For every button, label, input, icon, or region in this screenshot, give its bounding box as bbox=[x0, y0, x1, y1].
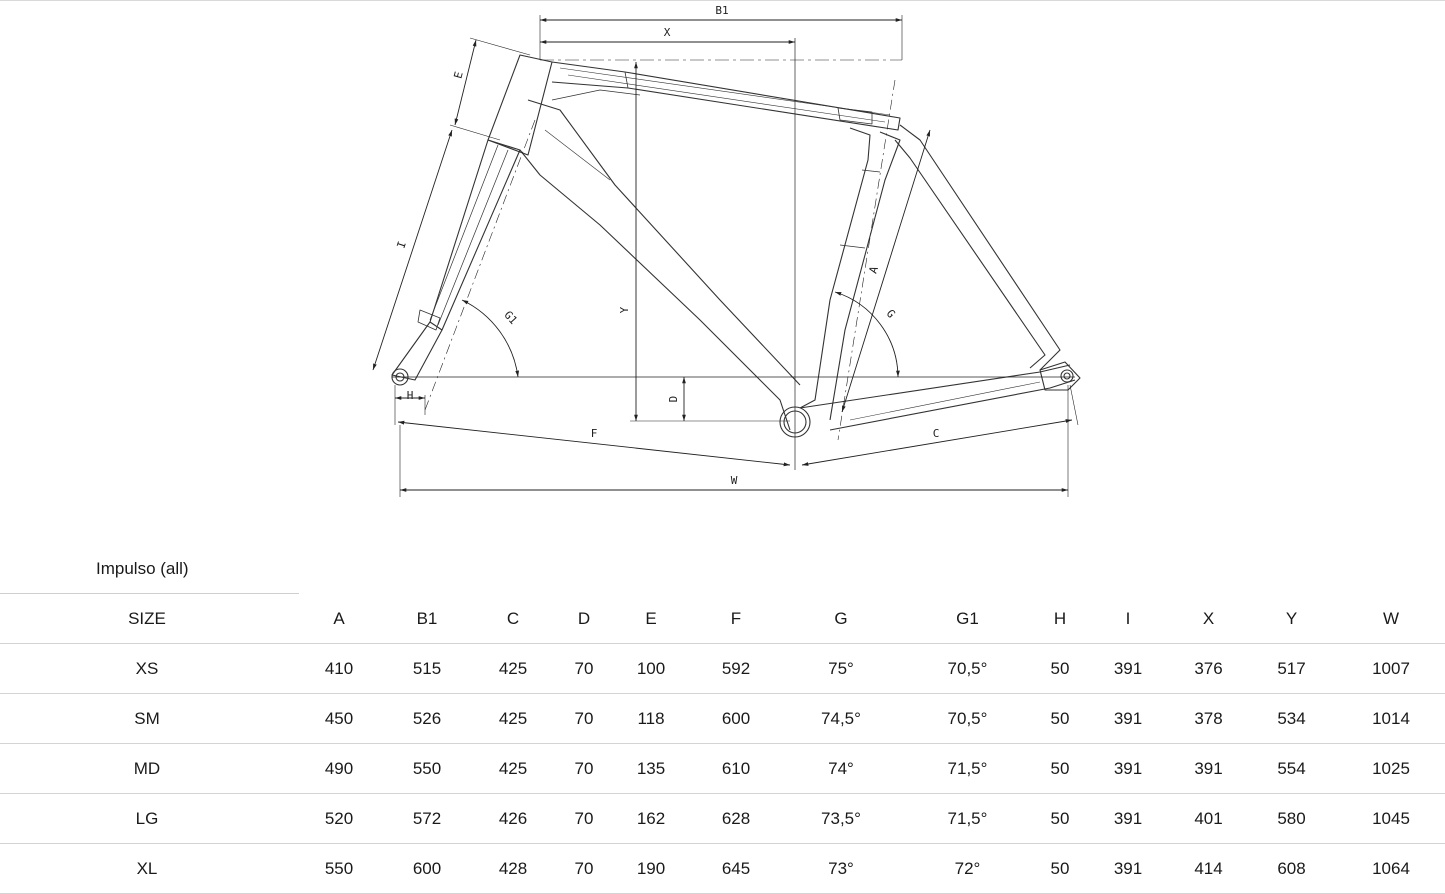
cell-x: 401 bbox=[1171, 794, 1246, 844]
cell-f: 628 bbox=[690, 794, 782, 844]
cell-d: 70 bbox=[556, 694, 612, 744]
col-header-y: Y bbox=[1246, 594, 1337, 644]
col-header-i: I bbox=[1085, 594, 1171, 644]
label-f: F bbox=[590, 427, 598, 440]
cell-h: 50 bbox=[1035, 794, 1085, 844]
col-header-g1: G1 bbox=[900, 594, 1035, 644]
label-i: I bbox=[394, 239, 409, 251]
table-row bbox=[0, 744, 1445, 794]
col-header-f: F bbox=[690, 594, 782, 644]
col-header-c: C bbox=[470, 594, 556, 644]
label-g1: G1 bbox=[501, 308, 520, 327]
label-d: D bbox=[667, 395, 680, 403]
cell-g: 74,5° bbox=[782, 694, 900, 744]
cell-size: XL bbox=[0, 844, 294, 894]
cell-g: 73,5° bbox=[782, 794, 900, 844]
table-row bbox=[0, 794, 1445, 844]
cell-x: 378 bbox=[1171, 694, 1246, 744]
cell-x: 391 bbox=[1171, 744, 1246, 794]
cell-b1: 550 bbox=[384, 744, 470, 794]
cell-a: 410 bbox=[294, 644, 384, 694]
cell-i: 391 bbox=[1085, 794, 1171, 844]
col-header-h: H bbox=[1035, 594, 1085, 644]
label-y: Y bbox=[618, 306, 631, 314]
cell-a: 450 bbox=[294, 694, 384, 744]
cell-y: 554 bbox=[1246, 744, 1337, 794]
cell-c: 426 bbox=[470, 794, 556, 844]
label-h: H bbox=[406, 389, 414, 402]
col-header-size: SIZE bbox=[0, 594, 294, 644]
cell-b1: 572 bbox=[384, 794, 470, 844]
table-row bbox=[0, 694, 1445, 744]
cell-b1: 600 bbox=[384, 844, 470, 894]
cell-i: 391 bbox=[1085, 844, 1171, 894]
cell-e: 162 bbox=[612, 794, 690, 844]
cell-y: 534 bbox=[1246, 694, 1337, 744]
col-header-b1: B1 bbox=[384, 594, 470, 644]
col-header-w: W bbox=[1337, 594, 1445, 644]
geometry-table bbox=[0, 594, 1445, 894]
cell-w: 1014 bbox=[1337, 694, 1445, 744]
label-w: W bbox=[730, 474, 738, 487]
cell-w: 1025 bbox=[1337, 744, 1445, 794]
cell-b1: 526 bbox=[384, 694, 470, 744]
cell-size: MD bbox=[0, 744, 294, 794]
cell-y: 517 bbox=[1246, 644, 1337, 694]
cell-i: 391 bbox=[1085, 744, 1171, 794]
cell-c: 425 bbox=[470, 644, 556, 694]
label-g: G bbox=[883, 307, 898, 321]
cell-b1: 515 bbox=[384, 644, 470, 694]
cell-g: 73° bbox=[782, 844, 900, 894]
cell-f: 592 bbox=[690, 644, 782, 694]
cell-h: 50 bbox=[1035, 644, 1085, 694]
col-header-d: D bbox=[556, 594, 612, 644]
label-b1: B1 bbox=[715, 4, 729, 17]
cell-w: 1064 bbox=[1337, 844, 1445, 894]
label-c: C bbox=[932, 427, 940, 440]
cell-d: 70 bbox=[556, 794, 612, 844]
dimension-labels bbox=[394, 4, 939, 487]
col-header-e: E bbox=[612, 594, 690, 644]
cell-w: 1045 bbox=[1337, 794, 1445, 844]
cell-h: 50 bbox=[1035, 744, 1085, 794]
cell-g1: 70,5° bbox=[900, 694, 1035, 744]
cell-w: 1007 bbox=[1337, 644, 1445, 694]
table-header-row bbox=[0, 594, 1445, 644]
cell-g1: 71,5° bbox=[900, 744, 1035, 794]
table-row bbox=[0, 644, 1445, 694]
cell-e: 100 bbox=[612, 644, 690, 694]
cell-i: 391 bbox=[1085, 694, 1171, 744]
cell-c: 425 bbox=[470, 744, 556, 794]
cell-g: 75° bbox=[782, 644, 900, 694]
cell-g1: 70,5° bbox=[900, 644, 1035, 694]
cell-e: 190 bbox=[612, 844, 690, 894]
cell-f: 600 bbox=[690, 694, 782, 744]
cell-e: 135 bbox=[612, 744, 690, 794]
bike-frame-drawing bbox=[392, 55, 1080, 437]
cell-y: 608 bbox=[1246, 844, 1337, 894]
cell-size: XS bbox=[0, 644, 294, 694]
cell-c: 425 bbox=[470, 694, 556, 744]
col-header-x: X bbox=[1171, 594, 1246, 644]
dimension-lines bbox=[373, 15, 1078, 497]
col-header-a: A bbox=[294, 594, 384, 644]
cell-a: 550 bbox=[294, 844, 384, 894]
cell-f: 645 bbox=[690, 844, 782, 894]
cell-size: SM bbox=[0, 694, 294, 744]
cell-h: 50 bbox=[1035, 844, 1085, 894]
cell-y: 580 bbox=[1246, 794, 1337, 844]
cell-d: 70 bbox=[556, 844, 612, 894]
label-x: X bbox=[663, 26, 671, 39]
cell-a: 490 bbox=[294, 744, 384, 794]
cell-x: 376 bbox=[1171, 644, 1246, 694]
cell-x: 414 bbox=[1171, 844, 1246, 894]
cell-g1: 71,5° bbox=[900, 794, 1035, 844]
cell-size: LG bbox=[0, 794, 294, 844]
cell-g1: 72° bbox=[900, 844, 1035, 894]
cell-d: 70 bbox=[556, 744, 612, 794]
label-e: E bbox=[451, 70, 466, 80]
cell-h: 50 bbox=[1035, 694, 1085, 744]
cell-d: 70 bbox=[556, 644, 612, 694]
cell-e: 118 bbox=[612, 694, 690, 744]
cell-i: 391 bbox=[1085, 644, 1171, 694]
cell-g: 74° bbox=[782, 744, 900, 794]
label-a: A bbox=[866, 264, 881, 276]
section-title: Impulso (all) bbox=[96, 559, 189, 578]
cell-a: 520 bbox=[294, 794, 384, 844]
table-row bbox=[0, 844, 1445, 894]
cell-c: 428 bbox=[470, 844, 556, 894]
cell-f: 610 bbox=[690, 744, 782, 794]
col-header-g: G bbox=[782, 594, 900, 644]
